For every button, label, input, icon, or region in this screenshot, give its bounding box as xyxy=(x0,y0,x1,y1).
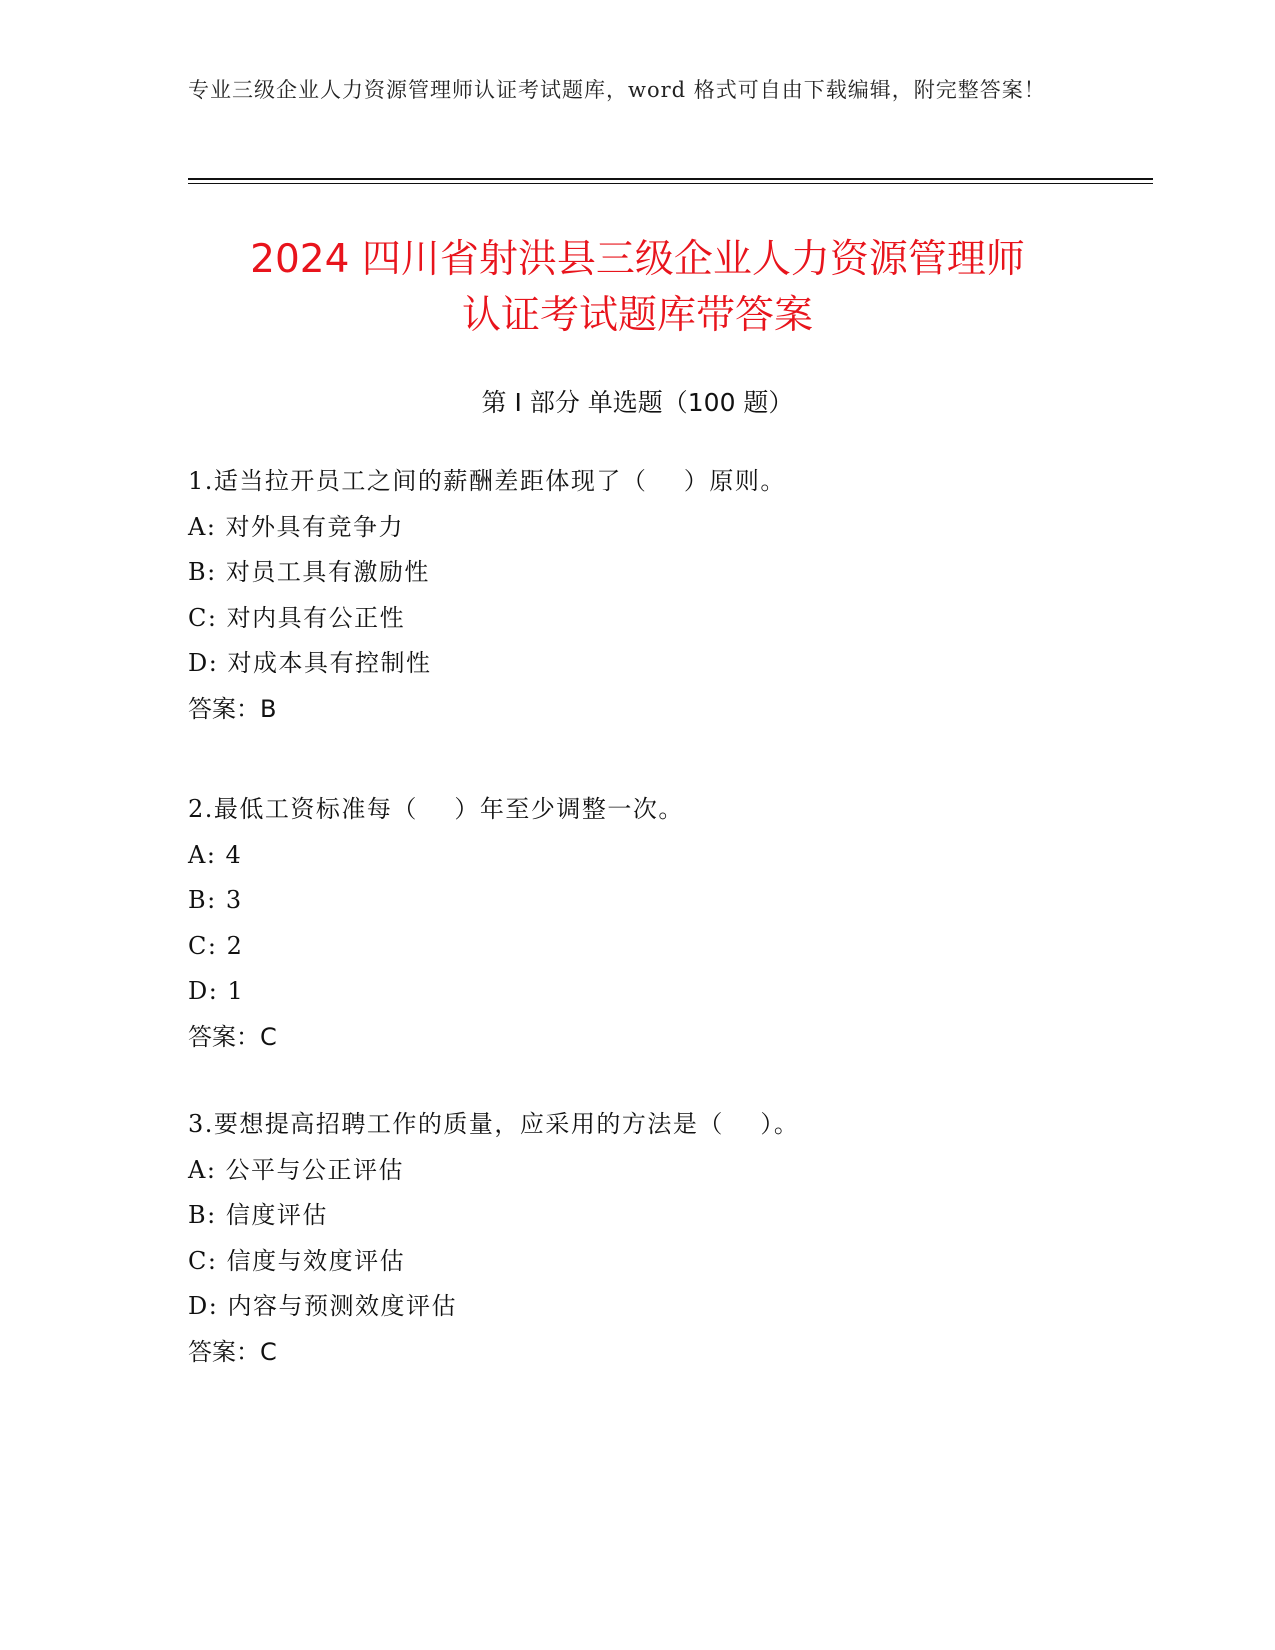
option-a: A: 公平与公正评估 xyxy=(188,1155,405,1184)
answer: 答案：B xyxy=(188,694,277,723)
header-divider-thin xyxy=(188,183,1153,184)
option-a: A: 对外具有竞争力 xyxy=(188,512,405,541)
question-1 xyxy=(188,459,1148,732)
option-d: D: 对成本具有控制性 xyxy=(188,649,432,677)
option-c: C: 对内具有公正性 xyxy=(188,603,406,632)
option-b: B: 对员工具有激励性 xyxy=(188,558,430,586)
question-stem: 1.适当拉开员工之间的薪酬差距体现了（ ）原则。 xyxy=(188,467,786,495)
option-c: C: 2 xyxy=(188,931,244,960)
question-stem: 2.最低工资标准每（ ）年至少调整一次。 xyxy=(188,795,684,823)
header-divider-thick xyxy=(188,178,1153,180)
document-title-line-2: 认证考试题库带答案 xyxy=(461,293,813,338)
option-b: B: 信度评估 xyxy=(188,1201,328,1229)
section-title: 第 I 部分 单选题（100 题） xyxy=(481,388,794,417)
question-stem: 3.要想提高招聘工作的质量，应采用的方法是（ ）。 xyxy=(188,1110,800,1138)
option-c: C: 信度与效度评估 xyxy=(188,1246,406,1275)
document-title xyxy=(150,232,1125,344)
option-d: D: 1 xyxy=(188,977,245,1005)
question-2 xyxy=(188,787,1148,1060)
option-a: A: 4 xyxy=(188,840,243,869)
question-3 xyxy=(188,1102,1148,1375)
document-title-line-1: 2024 四川省射洪县三级企业人力资源管理师 xyxy=(250,237,1025,282)
answer: 答案：C xyxy=(188,1022,277,1051)
option-b: B: 3 xyxy=(188,886,243,914)
option-d: D: 内容与预测效度评估 xyxy=(188,1292,457,1320)
answer: 答案：C xyxy=(188,1337,277,1366)
header-note: 专业三级企业人力资源管理师认证考试题库，word 格式可自由下载编辑，附完整答案！ xyxy=(188,78,1046,102)
